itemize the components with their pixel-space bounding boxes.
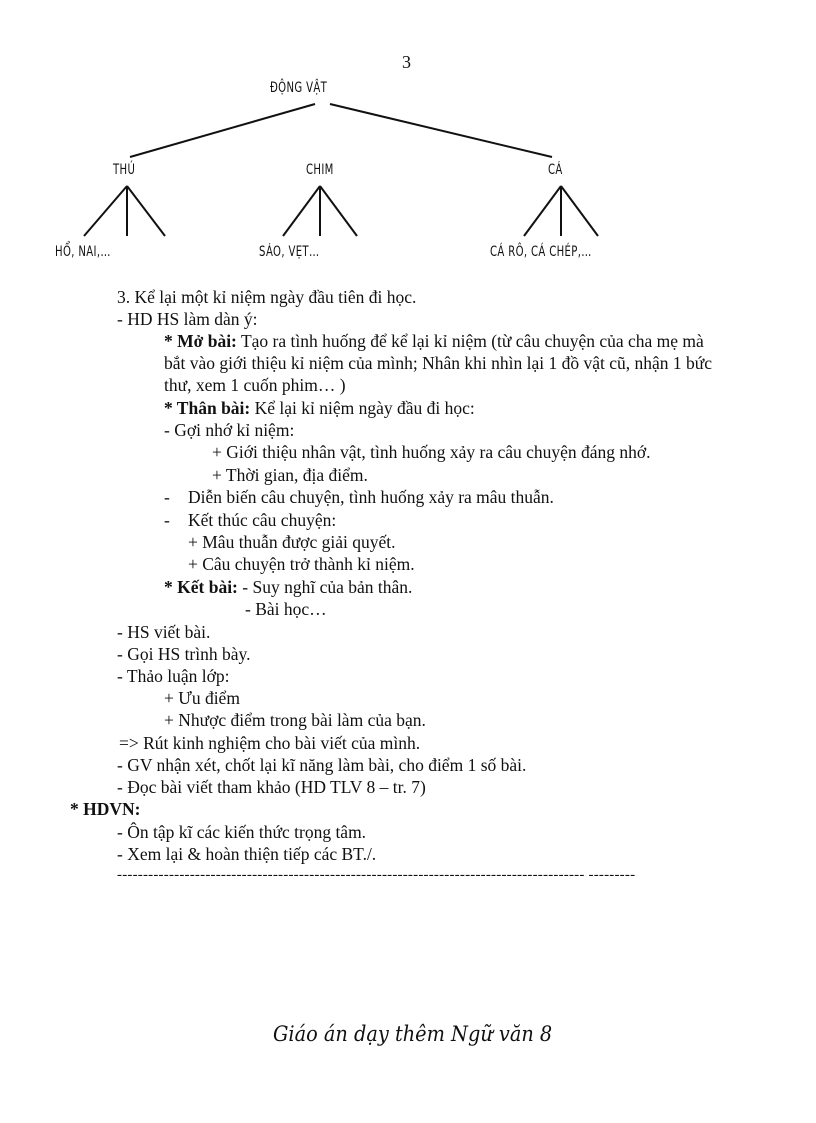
dien-bien-cau-chuyen: Diễn biến câu chuyện, tình huống xảy ra mâu thuẫn. [188,487,554,507]
on-tap: - Ôn tập kĩ các kiến thức trọng tâm. [117,822,367,842]
than-bai-label: * Thân bài: [164,398,251,418]
tree-root-label: ĐỘNG VẬT [270,80,328,96]
ca-edge-right [561,186,598,236]
ket-bai-label: * Kết bài: [164,577,238,597]
rut-kinh-nghiem: => Rút kinh nghiệm cho bài viết của mình. [119,733,421,753]
tro-thanh-ki-niem: + Câu chuyện trở thành kỉ niệm. [188,554,415,574]
doc-bai-tham-khao: - Đọc bài viết tham khảo (HD TLV 8 – tr. 7) [117,777,426,797]
than-bai-text: Kể lại kỉ niệm ngày đầu đi học: [250,398,475,418]
tree-leaf-thu: HỔ, NAI,… [55,244,111,260]
tree-leaf-ca: CÁ RÔ, CÁ CHÉP,… [490,244,592,260]
ket-bai-line [164,576,412,598]
ket-thuc-dash: - [164,510,170,530]
chim-edge-left [283,186,320,236]
thao-luan-lop: - Thảo luận lớp: [117,666,230,686]
gv-nhan-xet: - GV nhận xét, chốt lại kĩ năng làm bài, cho điểm 1 số bài. [117,755,527,775]
thoi-gian-dia-diem: + Thời gian, địa điểm. [212,465,368,485]
root-edge-thu [130,104,315,157]
tree-branch-chim: CHIM [306,162,334,178]
tree-leaf-chim: SÁO, VẸT… [259,244,320,260]
hd-dan-y: - HD HS làm dàn ý: [117,309,258,329]
tree-branch-ca: CÁ [548,162,563,178]
mo-bai-line-2: bắt vào giới thiệu kỉ niệm của mình; Nhân khi nhìn lại 1 đồ vật cũ, nhận 1 bức [164,353,713,373]
tree-branch-thu: THÚ [113,162,136,178]
dien-bien-dash: - [164,487,170,507]
mo-bai-line-1 [164,330,704,352]
footer-title: Giáo án dạy thêm Ngữ văn 8 [273,1022,553,1046]
hs-viet-bai: - HS viết bài. [117,622,211,642]
xem-lai: - Xem lại & hoàn thiện tiếp các BT./. [117,844,377,864]
uu-diem: + Ưu điểm [164,688,240,708]
chim-edge-right [320,186,357,236]
goi-nho-ki-niem: - Gợi nhớ kỉ niệm: [164,420,295,440]
hdvn-title-text: * HDVN: [70,799,141,819]
bai-hoc: - Bài học… [245,599,327,619]
nhuoc-diem: + Nhược điểm trong bài làm của bạn. [164,710,426,730]
mo-bai-line-3: thư, xem 1 cuốn phim… ) [164,375,346,395]
item-3-heading: 3. Kể lại một kỉ niệm ngày đầu tiên đi học. [117,287,417,307]
root-edge-ca [330,104,552,157]
gioi-thieu-nhan-vat: + Giới thiệu nhân vật, tình huống xảy ra câu chuyện đáng nhớ. [212,442,651,462]
ca-edge-left [524,186,561,236]
thu-edge-right [127,186,165,236]
ket-bai-text: - Suy nghĩ của bản thân. [237,577,413,597]
ket-thuc-cau-chuyen: Kết thúc câu chuyện: [188,510,337,530]
goi-hs-trinh-bay: - Gọi HS trình bày. [117,644,251,664]
classification-tree [0,0,816,270]
than-bai-line [164,397,475,419]
hdvn-title [70,798,140,820]
mau-thuan-giai-quyet: + Mâu thuẫn được giải quyết. [188,532,396,552]
mo-bai-text-1: Tạo ra tình huống để kể lại kỉ niệm (từ câu chuyện của cha mẹ mà [236,331,704,351]
mo-bai-label: * Mở bài: [164,331,237,351]
section-divider: ------------------------------------------------------------------------------------------ --------- [117,867,636,883]
thu-edge-left [84,186,127,236]
page-number: 3 [402,52,411,72]
